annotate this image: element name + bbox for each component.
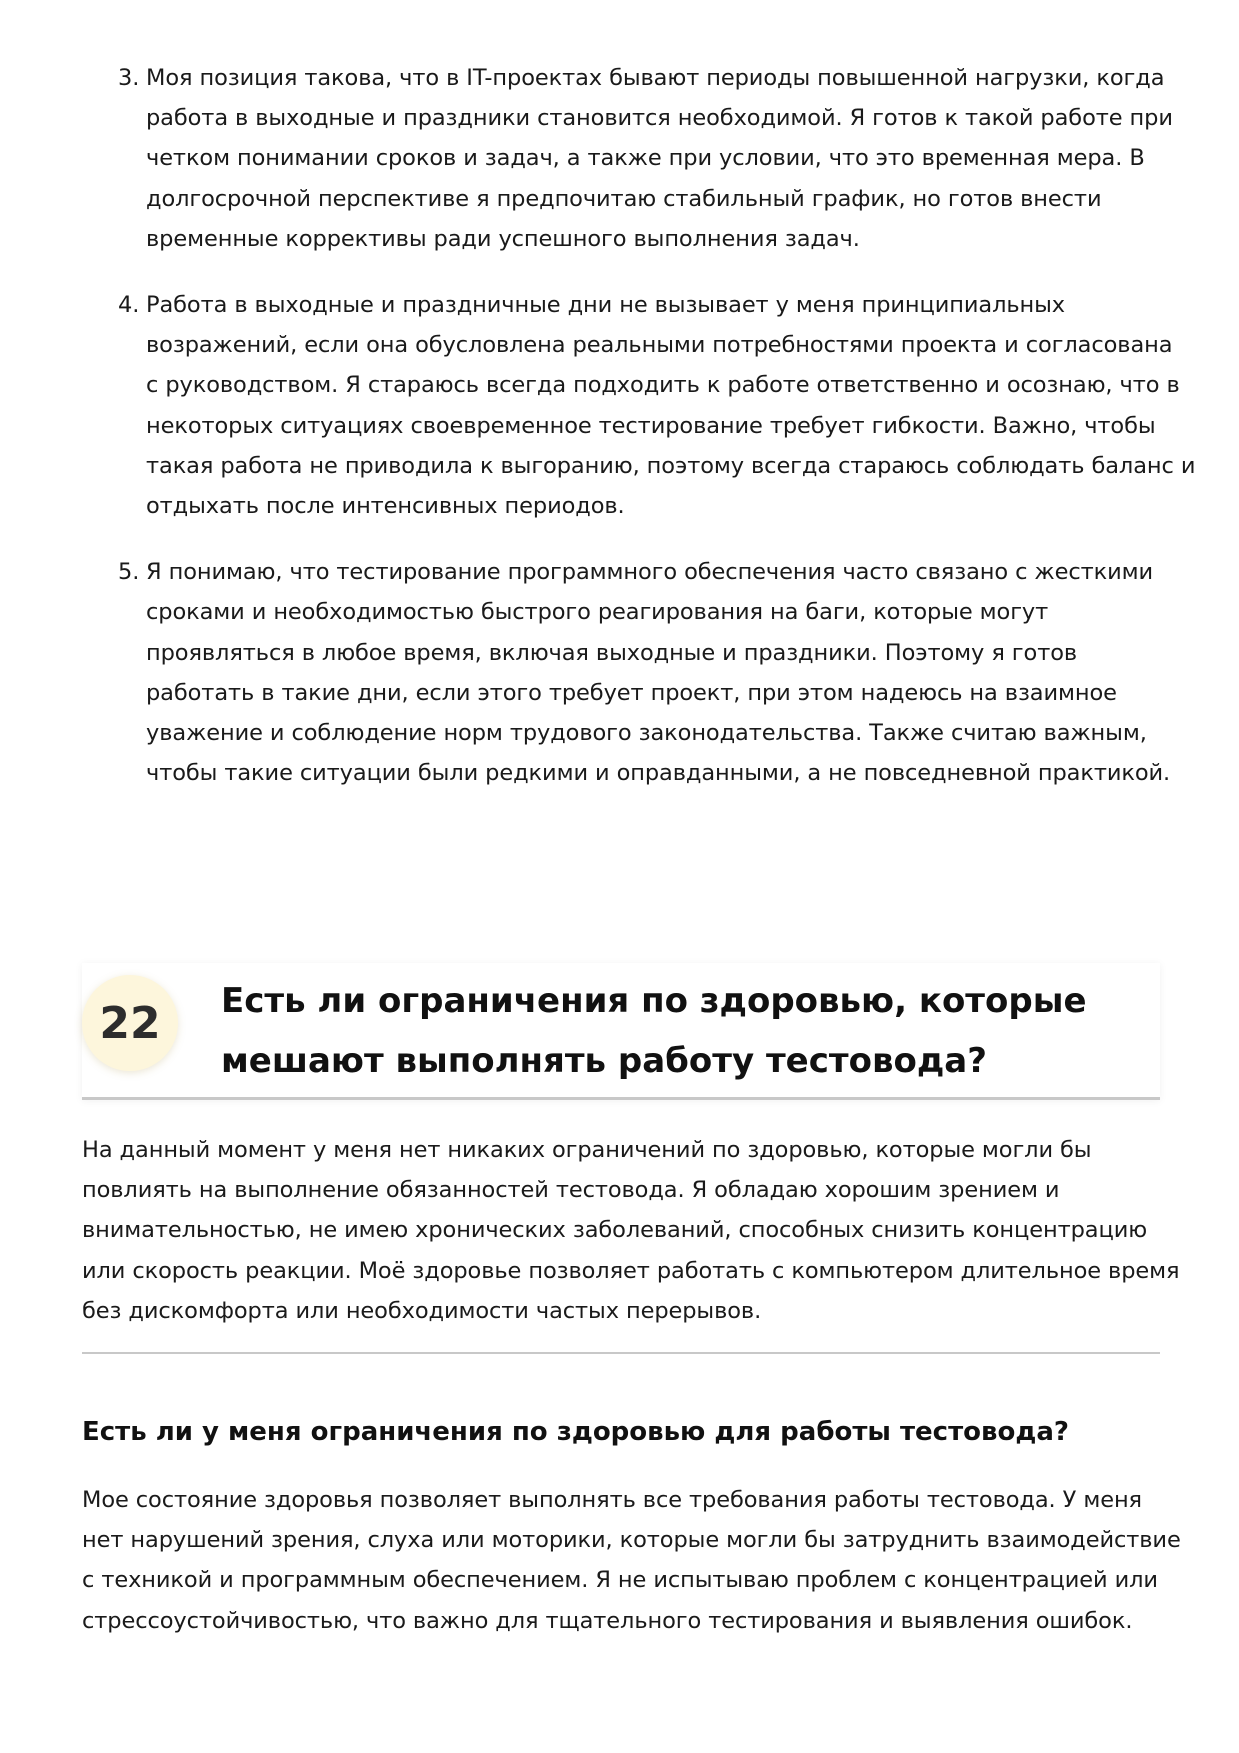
list-item-line: четком понимании сроков и задач, а также при условии, что это временная мера. В — [146, 145, 1145, 172]
paragraph-line: с техникой и программным обеспечением. Я не испытываю проблем с концентрацией или — [82, 1567, 1158, 1594]
list-item-line: некоторых ситуациях своевременное тестирование требует гибкости. Важно, чтобы — [146, 412, 1156, 439]
list-item-line: возражений, если она обусловлена реальными потребностями проекта и согласована — [146, 332, 1173, 359]
section-title-line: мешают выполнять работу тестовода? — [221, 1041, 987, 1081]
paragraph-line: повлиять на выполнение обязанностей тестовода. Я обладаю хорошим зрением и — [82, 1177, 1060, 1204]
paragraph-line: Мое состояние здоровья позволяет выполнять все требования работы тестовода. У меня — [82, 1487, 1142, 1513]
paragraph-line: или скорость реакции. Моё здоровье позволяет работать с компьютером длительное время — [82, 1257, 1180, 1284]
list-item-line: Я понимаю, что тестирование программного обеспечения часто связано с жесткими — [146, 559, 1154, 586]
list-item-line: временные коррективы ради успешного выполнения задач. — [146, 225, 860, 252]
section-number: 22 — [99, 997, 161, 1049]
list-item-line: отдыхать после интенсивных периодов. — [146, 493, 625, 520]
list-item-line: с руководством. Я стараюсь всегда подходить к работе ответственно и осознаю, что в — [146, 372, 1180, 399]
list-item-line: чтобы такие ситуации были редкими и оправданными, а не повседневной практикой. — [146, 760, 1171, 787]
list-item-line: работать в такие дни, если этого требует проект, при этом надеюсь на взаимное — [146, 679, 1117, 706]
section-divider — [82, 1352, 1160, 1354]
list-item-number: 5. — [118, 559, 140, 586]
list-item-line: Моя позиция такова, что в IT-проектах бывают периоды повышенной нагрузки, когда — [146, 65, 1165, 91]
list-item-line: такая работа не приводила к выгоранию, поэтому всегда стараюсь соблюдать баланс и — [146, 452, 1196, 479]
paragraph-line: без дискомфорта или необходимости частых перерывов. — [82, 1297, 762, 1324]
list-item — [118, 285, 1196, 526]
list-item — [118, 552, 1171, 793]
section-number-badge — [82, 975, 178, 1071]
subheading: Есть ли у меня ограничения по здоровью для работы тестовода? — [82, 1417, 1069, 1447]
list-item-number: 4. — [118, 292, 140, 319]
answer-paragraph — [82, 1130, 1180, 1331]
answers-list — [118, 58, 1196, 819]
section-title-line: Есть ли ограничения по здоровью, которые — [221, 981, 1087, 1021]
list-item — [118, 58, 1173, 259]
list-item-line: уважение и соблюдение норм трудового законодательства. Также считаю важным, — [146, 720, 1147, 747]
list-item-line: сроками и необходимостью быстрого реагирования на баги, которые могут — [146, 599, 1049, 626]
paragraph-line: нет нарушений зрения, слуха или моторики, которые могли бы затруднить взаимодействие — [82, 1527, 1181, 1554]
list-item-number: 3. — [118, 65, 140, 91]
section-header — [82, 963, 1160, 1100]
list-item-line: работа в выходные и праздники становится необходимой. Я готов к такой работе при — [146, 105, 1173, 132]
answer-paragraph-2 — [82, 1480, 1181, 1641]
list-item-line: Работа в выходные и праздничные дни не вызывает у меня принципиальных — [146, 292, 1066, 319]
list-item-line: долгосрочной перспективе я предпочитаю стабильный график, но готов внести — [146, 185, 1102, 212]
paragraph-line: На данный момент у меня нет никаких ограничений по здоровью, которые могли бы — [82, 1137, 1092, 1163]
paragraph-line: стрессоустойчивостью, что важно для тщательного тестирования и выявления ошибок. — [82, 1607, 1133, 1634]
paragraph-line: внимательностью, не имею хронических заболеваний, способных снизить концентрацию — [82, 1217, 1148, 1244]
section-title — [221, 971, 1121, 1091]
list-item-line: проявляться в любое время, включая выходные и праздники. Поэтому я готов — [146, 639, 1078, 666]
